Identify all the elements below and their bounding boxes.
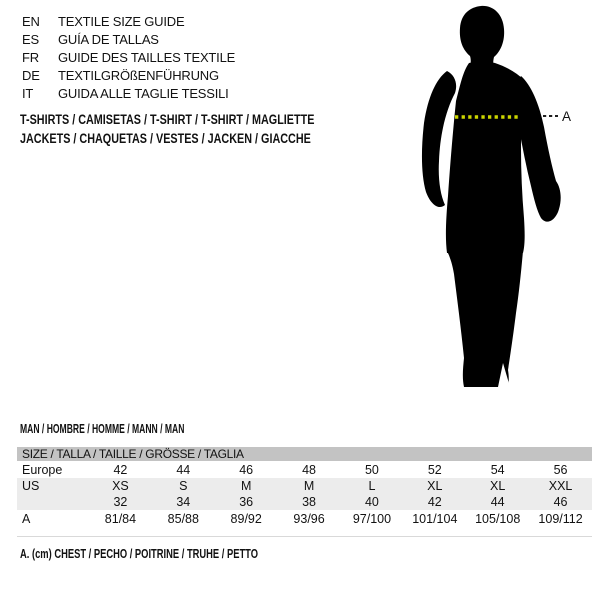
table-cell: S	[179, 479, 188, 493]
table-cell: 93/96	[293, 511, 325, 526]
silhouette-head	[460, 6, 504, 67]
silhouette-right-arm	[516, 76, 561, 222]
table-row-europe	[17, 461, 592, 478]
table-cell: 109/112	[538, 511, 583, 526]
measurement-label-a: A	[562, 109, 572, 124]
language-row-es	[22, 31, 235, 49]
silhouette-legs	[447, 251, 523, 387]
table-cell: 85/88	[167, 511, 199, 526]
table-row-chest-a	[17, 510, 592, 527]
table-cell: XL	[490, 479, 506, 493]
language-code: ES	[22, 32, 39, 47]
table-cell: 101/104	[412, 511, 458, 526]
table-cell: 52	[427, 462, 442, 477]
language-label: GUIDE DES TAILLES TEXTILE	[58, 50, 236, 65]
language-label: TEXTILGRÖßENFÜHRUNG	[58, 68, 219, 83]
man-silhouette	[410, 0, 575, 400]
size-table-header	[17, 447, 592, 461]
table-cell: 40	[364, 495, 379, 509]
row-label: Europe	[22, 462, 63, 477]
table-cell: 46	[239, 462, 254, 477]
language-row-en	[22, 13, 235, 31]
language-label: TEXTILE SIZE GUIDE	[58, 14, 185, 29]
table-cell: XL	[427, 479, 443, 493]
category-heading	[20, 110, 314, 148]
language-code: FR	[22, 50, 39, 65]
language-label: GUÍA DE TALLAS	[58, 32, 159, 47]
table-cell: 44	[490, 495, 505, 509]
category-line-jackets: JACKETS / CHAQUETAS / VESTES / JACKEN / GIACCHE	[20, 131, 311, 146]
language-row-it	[22, 85, 235, 103]
table-cell: 48	[302, 462, 317, 477]
table-cell: 105/108	[475, 511, 521, 526]
table-cell: 54	[490, 462, 505, 477]
language-label: GUIDA ALLE TAGLIE TESSILI	[58, 86, 229, 101]
language-list	[22, 13, 235, 103]
table-cell: 50	[364, 462, 379, 477]
table-cell: XS	[112, 479, 129, 493]
silhouette-torso	[446, 62, 525, 254]
table-cell: M	[303, 479, 315, 493]
category-line-tshirts: T-SHIRTS / CAMISETAS / T-SHIRT / T-SHIRT / MAGLIETTE	[20, 112, 315, 127]
section-title-man: MAN / HOMBRE / HOMME / MANN / MAN	[20, 421, 185, 436]
table-cell: 97/100	[352, 511, 392, 526]
table-row-us-numeric	[17, 494, 592, 510]
table-cell: 89/92	[230, 511, 262, 526]
table-cell: 46	[553, 495, 568, 509]
row-label: US	[22, 479, 40, 493]
table-cell: 32	[113, 495, 128, 509]
language-row-de	[22, 67, 235, 85]
language-code: DE	[22, 68, 40, 83]
table-cell: 42	[427, 495, 442, 509]
table-cell: L	[368, 479, 376, 493]
table-cell: 42	[113, 462, 128, 477]
table-cell: 38	[302, 495, 317, 509]
table-cell: 81/84	[104, 511, 137, 526]
table-cell: M	[240, 479, 252, 493]
table-cell: 56	[553, 462, 568, 477]
language-code: IT	[22, 86, 34, 101]
table-cell: 36	[239, 495, 254, 509]
table-bottom-divider	[17, 536, 592, 537]
row-label: A	[22, 511, 31, 526]
language-row-fr	[22, 49, 235, 67]
table-cell: XXL	[548, 479, 573, 493]
table-cell: 34	[176, 495, 191, 509]
table-cell: 44	[176, 462, 191, 477]
size-table	[17, 447, 592, 527]
table-row-us	[17, 478, 592, 494]
language-code: EN	[22, 14, 40, 29]
measurement-footnote: A. (cm) CHEST / PECHO / POITRINE / TRUHE / PETTO	[20, 546, 259, 561]
size-table-header-label: SIZE / TALLA / TAILLE / GRÖSSE / TAGLIA	[22, 447, 244, 461]
